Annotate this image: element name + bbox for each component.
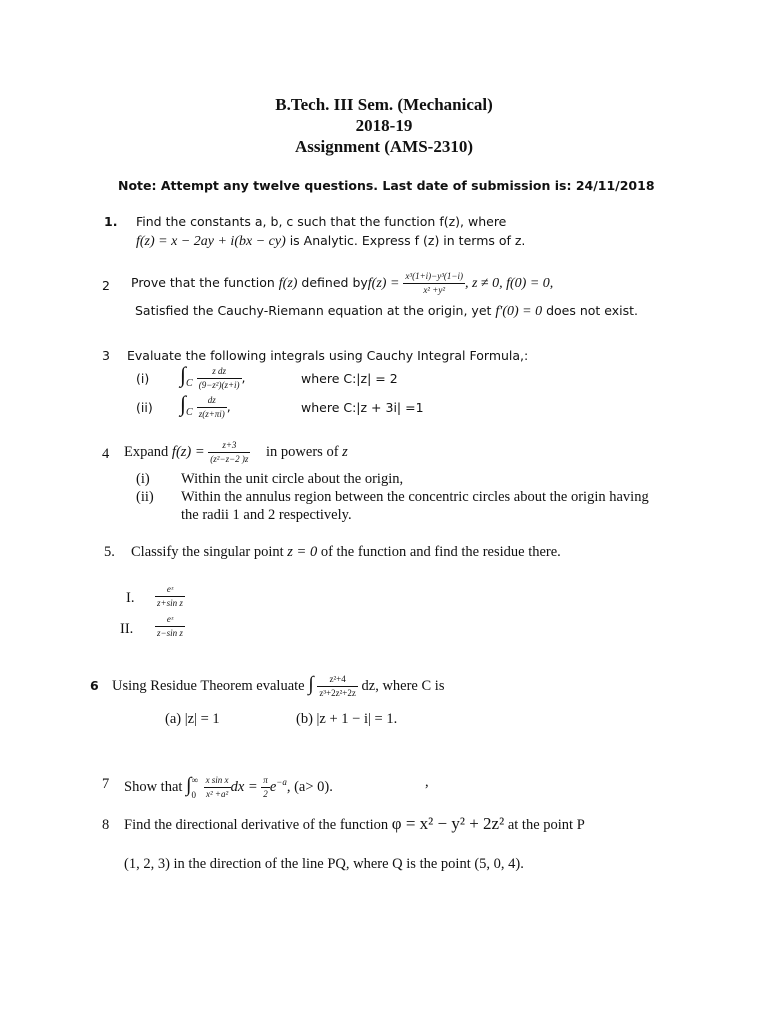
q2-frac-den: x² +y²	[423, 285, 446, 295]
q5-II-num: eᶻ	[155, 615, 185, 627]
q4-var: z	[342, 444, 348, 460]
q2-line-2	[135, 303, 638, 320]
q5-II-label: II.	[120, 621, 134, 637]
q3-ii-where: where C:|z + 3i| =1	[301, 400, 424, 415]
q2-line-1	[131, 268, 553, 299]
q7-text-a: Show that	[124, 778, 187, 795]
q4-ii-label: (ii)	[136, 489, 154, 505]
q3-ii-label: (ii)	[136, 400, 153, 415]
q2-text-1a: Prove that the function	[131, 275, 279, 290]
q2-text-1b: defined by	[297, 275, 368, 290]
q1-text-1: Find the constants a, b, c such that the function f(z), where	[136, 214, 507, 229]
q5-I-den: z+sin z	[157, 598, 183, 608]
header-line-1: B.Tech. III Sem. (Mechanical)	[275, 95, 493, 114]
q6-line-1	[112, 668, 444, 702]
q7-line	[124, 766, 333, 803]
integral-sign: ∫	[180, 362, 187, 387]
q3-ii-num: dz	[197, 396, 227, 408]
header-line-2: 2018-19	[355, 116, 413, 135]
q7-stray-mark: ,	[425, 774, 429, 790]
q3-ii-integral	[180, 393, 231, 419]
q3-ii-den: z(z+πi)	[198, 408, 225, 419]
q7-lower-limit: 0	[191, 789, 197, 800]
q5-II-den: z−sin z	[157, 628, 183, 638]
header-line-3: Assignment (AMS-2310)	[294, 137, 474, 156]
q3-i-comma: ,	[241, 370, 246, 385]
q1-line-2	[136, 233, 525, 250]
q5-point: z = 0	[287, 544, 318, 560]
q1-formula: f(z) = x − 2ay + i(bx − cy)	[136, 234, 286, 249]
q3-i-label: (i)	[136, 371, 150, 386]
q3-ii-comma: ,	[226, 399, 231, 414]
integral-sign: ∫	[308, 673, 314, 695]
q3-i-den: (9−z²)(z+i)	[198, 379, 240, 390]
q4-line-1	[124, 437, 348, 467]
q8-line-2: (1, 2, 3) in the direction of the line PQ, where Q is the point (5, 0, 4).	[124, 856, 524, 872]
q7-tail: , (a> 0).	[286, 778, 333, 795]
q7-pi-fraction	[261, 776, 270, 799]
q7-fraction	[204, 776, 231, 799]
q3-i-fraction	[197, 367, 242, 390]
q1-number: 1.	[104, 214, 118, 229]
q6-frac-den: z³+2z²+2z	[319, 688, 356, 699]
q7-dx: dx =	[230, 778, 258, 795]
q5-text-b: of the function and find the residue there.	[317, 544, 561, 560]
q6-fraction	[317, 675, 358, 698]
q5-II-fraction	[155, 615, 185, 638]
q3-i-contour: C	[186, 378, 193, 390]
q8-phi: φ = x² − y² + 2z²	[391, 814, 505, 833]
q6-text-b: dz, where C is	[357, 678, 445, 694]
q6-option-b: (b) |z + 1 − i| = 1.	[296, 711, 398, 727]
q7-exp: −a	[276, 777, 287, 787]
q4-i-text: Within the unit circle about the origin,	[181, 471, 404, 487]
q2-condition: , z ≠ 0, f(0) = 0,	[464, 276, 554, 291]
q6-option-a: (a) |z| = 1	[165, 711, 220, 727]
q7-number: 7	[102, 776, 110, 792]
q5-text	[131, 544, 561, 561]
q3-i-where: where C:|z| = 2	[301, 371, 398, 386]
q4-ii-text-1: Within the annulus region between the concentric circles about the origin having	[181, 489, 649, 505]
q2-text-2b: does not exist.	[542, 303, 639, 318]
integral-sign: ∫	[186, 773, 192, 796]
q6-text-a: Using Residue Theorem evaluate	[112, 678, 309, 694]
q8-line-1b: at the point P	[504, 817, 585, 833]
q7-limits	[192, 776, 198, 800]
q5-I-num: eᶻ	[155, 585, 185, 597]
q2-fz: f(z)	[278, 276, 298, 291]
q3-ii-contour: C	[186, 407, 193, 419]
q7-pi-den: 2	[263, 789, 268, 799]
q4-frac-num: z+3	[208, 441, 250, 453]
q4-ii-text-2: the radii 1 and 2 respectively.	[181, 507, 352, 523]
q7-pi-num: π	[261, 776, 270, 788]
q4-frac-den: (z²−z−2 )z	[210, 454, 249, 465]
q5-I-label: I.	[126, 590, 135, 606]
q5-I-expr	[155, 585, 185, 608]
q4-text-a: Expand	[124, 444, 172, 460]
q8-number: 8	[102, 817, 110, 833]
q4-fraction	[208, 441, 250, 464]
q3-text: Evaluate the following integrals using Cauchy Integral Formula,:	[127, 348, 529, 363]
q2-fz-2: f(z) =	[367, 276, 400, 291]
q5-II-expr	[155, 615, 185, 638]
q2-fraction	[403, 272, 465, 295]
integral-sign: ∫	[180, 391, 187, 416]
q1-text-2: is Analytic. Express f (z) in terms of z.	[285, 233, 526, 248]
q5-I-fraction	[155, 585, 185, 608]
q3-ii-fraction	[197, 396, 227, 419]
q7-frac-den: x² +a²	[205, 789, 229, 799]
q3-i-num: z dz	[197, 367, 242, 379]
q3-i-integral	[180, 364, 246, 390]
q4-i-label: (i)	[136, 471, 150, 487]
q6-number: 6	[90, 678, 99, 693]
q6-frac-num: z²+4	[317, 675, 358, 687]
q3-number: 3	[102, 348, 110, 363]
q2-text-2a: Satisfied the Cauchy-Riemann equation at the origin, yet	[135, 303, 496, 318]
q2-number: 2	[102, 278, 110, 293]
q2-frac-num: x³(1+i)−y³(1−i)	[403, 272, 465, 284]
q4-text-b: in powers of	[266, 444, 343, 460]
q4-number: 4	[102, 446, 110, 462]
q7-frac-num: x sin x	[204, 776, 231, 788]
q7-result: e	[269, 778, 277, 795]
q7-upper-limit: ∞	[191, 774, 198, 785]
q8-line-1a: Find the directional derivative of the function	[124, 817, 392, 833]
q2-derivative: f′(0) = 0	[495, 304, 543, 319]
note: Note: Attempt any twelve questions. Last date of submission is: 24/11/2018	[118, 178, 655, 193]
q8-line-1	[124, 814, 585, 834]
q5-text-a: Classify the singular point	[131, 544, 288, 560]
q4-fz: f(z) =	[171, 444, 205, 460]
q5-number: 5.	[104, 544, 115, 560]
